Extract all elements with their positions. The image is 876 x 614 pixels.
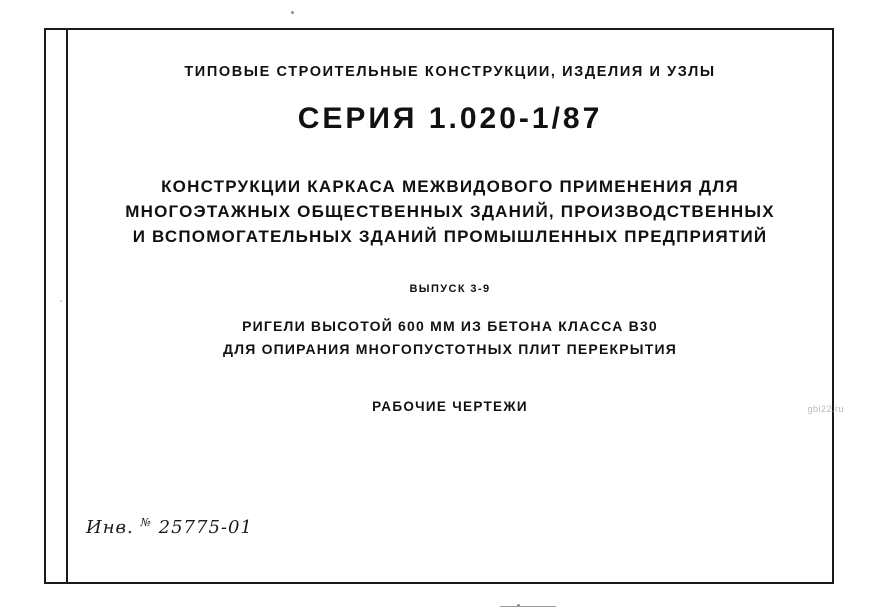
document-title [66,174,834,249]
series-category-header: ТИПОВЫЕ СТРОИТЕЛЬНЫЕ КОНСТРУКЦИИ, ИЗДЕЛИЯ И УЗЛЫ [184,64,716,80]
sheet-content-area [66,28,834,584]
inventory-value: 25775-01 [158,517,253,538]
document-subtitle-line-1: РИГЕЛИ ВЫСОТОЙ 600 ММ ИЗ БЕТОНА КЛАССА В30 [242,318,658,334]
scan-speck [60,300,62,302]
document-subtitle-line-2: ДЛЯ ОПИРАНИЯ МНОГОПУСТОТНЫХ ПЛИТ ПЕРЕКРЫТИЯ [223,341,677,357]
watermark-text: gbi22.ru [807,404,844,414]
document-title-line-3: И ВСПОМОГАТЕЛЬНЫХ ЗДАНИЙ ПРОМЫШЛЕННЫХ ПРЕДПРИЯТИЙ [132,227,768,246]
document-kind: РАБОЧИЕ ЧЕРТЕЖИ [372,399,528,414]
scan-edge-mark [500,606,556,607]
issue-number: ВЫПУСК 3-9 [409,283,491,295]
document-subtitle [66,315,834,361]
inventory-prefix: Инв. [86,517,141,538]
document-title-line-2: МНОГОЭТАЖНЫХ ОБЩЕСТВЕННЫХ ЗДАНИЙ, ПРОИЗВОДСТВЕННЫХ [125,202,775,221]
document-title-line-1: КОНСТРУКЦИИ КАРКАСА МЕЖВИДОВОГО ПРИМЕНЕНИЯ ДЛЯ [161,177,739,196]
scan-speck [291,11,294,14]
title-block [66,28,834,414]
series-number: СЕРИЯ 1.020-1/87 [297,102,603,135]
number-sign-icon: № [140,516,152,529]
inventory-number-handwritten [86,516,253,538]
